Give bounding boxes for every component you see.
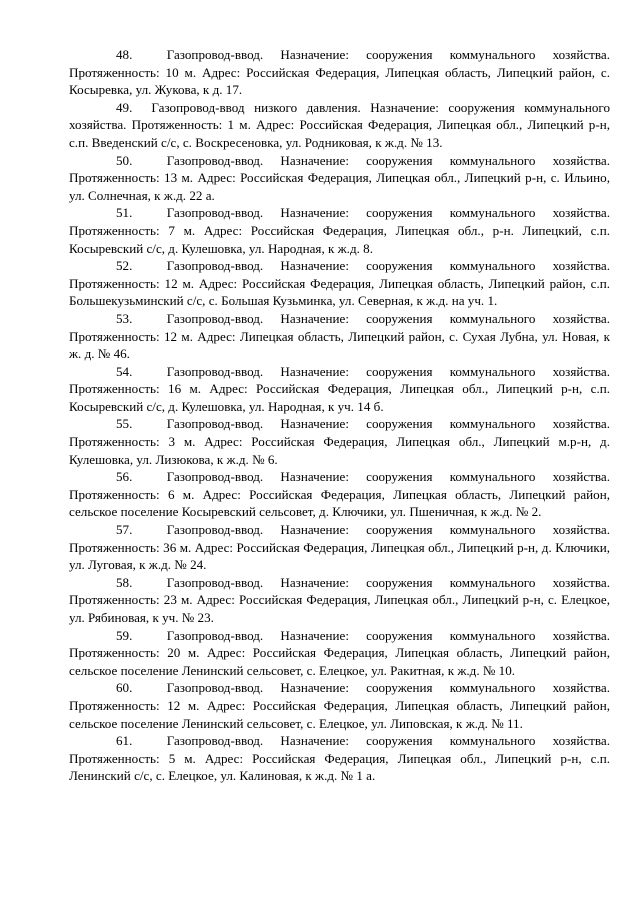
item-number: 53.: [116, 310, 133, 326]
item-number: 58.: [116, 574, 133, 590]
list-item: [69, 574, 610, 627]
item-text: Газопровод-ввод. Назначение: сооружения коммунального хозяйства. Протяженность: 6 м. Адрес: Российская Федерация, Липецкая область, Липецкий район, сельское поселение Косыревский сельсовет, д. Ключики, ул. Пшеничная, к ж.д. № 2.: [69, 469, 610, 520]
item-text: Газопровод-ввод. Назначение: сооружения коммунального хозяйства. Протяженность: 10 м. Адрес: Российская Федерация, Липецкая область, Липецкий район, с. Косыревка, ул. Жукова, к д. 17.: [69, 47, 610, 98]
item-number: 60.: [116, 680, 133, 696]
item-number: 59.: [116, 627, 133, 643]
list-item: [69, 415, 610, 468]
item-text: Газопровод-ввод низкого давления. Назначение: сооружения коммунального хозяйства. Протяженность: 1 м. Адрес: Российская Федерация, Липецкая обл., Липецкий р-н, с.п. Введенский с/с, с. Воскресеновка, ул. Родниковая, к ж.д. № 13.: [69, 99, 610, 150]
list-item: [69, 257, 610, 310]
item-number: 49.: [116, 99, 133, 115]
item-text: Газопровод-ввод. Назначение: сооружения коммунального хозяйства. Протяженность: 13 м. Адрес: Российская Федерация, Липецкая обл., Липецкий р-н, с. Ильино, ул. Солнечная, к ж.д. 22 а.: [69, 152, 610, 203]
list-item: [69, 521, 610, 574]
list-item: [69, 627, 610, 680]
item-number: 48.: [116, 47, 133, 62]
item-text: Газопровод-ввод. Назначение: сооружения коммунального хозяйства. Протяженность: 20 м. Адрес: Российская Федерация, Липецкая область, Липецкий район, сельское поселение Ленинский сельсовет, с. Елецкое, ул. Ракитная, к ж.д. № 10.: [69, 627, 610, 678]
item-number: 55.: [116, 416, 133, 432]
list-item: [69, 363, 610, 416]
list-item: [69, 310, 610, 363]
item-number: 52.: [116, 258, 133, 274]
item-text: Газопровод-ввод. Назначение: сооружения коммунального хозяйства. Протяженность: 16 м. Адрес: Российская Федерация, Липецкая обл., Липецкий р-н, с.п. Косыревский с/с, д. Кулешовка, ул. Народная, к уч. 14 б.: [69, 363, 610, 414]
item-number: 50.: [116, 152, 133, 168]
item-number: 56.: [116, 469, 133, 485]
item-text: Газопровод-ввод. Назначение: сооружения коммунального хозяйства. Протяженность: 12 м. Адрес: Российская Федерация, Липецкая область, Липецкий район, с.п. Большекузьминский с/с, с. Большая Кузьминка, ул. Северная, к ж.д. на уч. 1.: [69, 258, 610, 309]
list-item: [69, 679, 610, 732]
item-number: 54.: [116, 363, 133, 379]
list-item: [69, 152, 610, 205]
item-number: 57.: [116, 522, 133, 538]
item-text: Газопровод-ввод. Назначение: сооружения коммунального хозяйства. Протяженность: 5 м. Адрес: Российская Федерация, Липецкая обл., Липецкий р-н, с.п. Ленинский с/с, с. Елецкое, ул. Калиновая, к ж.д. № 1 а.: [69, 733, 610, 784]
item-number: 51.: [116, 205, 133, 221]
list-item: [69, 732, 610, 785]
item-text: Газопровод-ввод. Назначение: сооружения коммунального хозяйства. Протяженность: 3 м. Адрес: Российская Федерация, Липецкая обл., Липецкий м.р-н, д. Кулешовка, ул. Лизюкова, к ж.д. № 6.: [69, 416, 610, 467]
item-text: Газопровод-ввод. Назначение: сооружения коммунального хозяйства. Протяженность: 23 м. Адрес: Российская Федерация, Липецкая обл., Липецкий р-н, с. Елецкое, ул. Рябиновая, к уч. № 23.: [69, 574, 610, 625]
item-text: Газопровод-ввод. Назначение: сооружения коммунального хозяйства. Протяженность: 36 м. Адрес: Российская Федерация, Липецкая обл., Липецкий р-н, д. Ключики, ул. Луговая, к ж.д. № 24.: [69, 522, 610, 573]
list-item: [69, 204, 610, 257]
item-number: 61.: [116, 733, 133, 749]
list-item: [69, 46, 610, 99]
item-text: Газопровод-ввод. Назначение: сооружения коммунального хозяйства. Протяженность: 12 м. Адрес: Российская Федерация, Липецкая область, Липецкий район, сельское поселение Ленинский сельсовет, с. Елецкое, ул. Липовская, к ж.д. № 11.: [69, 680, 610, 731]
item-text: Газопровод-ввод. Назначение: сооружения коммунального хозяйства. Протяженность: 12 м. Адрес: Липецкая область, Липецкий район, с. Сухая Лубна, ул. Новая, к ж. д. № 46.: [69, 310, 610, 362]
list-item: [69, 99, 610, 152]
item-list: [69, 46, 610, 785]
list-item: [69, 468, 610, 521]
item-text: Газопровод-ввод. Назначение: сооружения коммунального хозяйства. Протяженность: 7 м. Адрес: Российская Федерация, Липецкая обл., р-н. Липецкий, с.п. Косыревский с/с, д. Кулешовка, ул. Народная, к ж.д. 8.: [69, 205, 610, 256]
